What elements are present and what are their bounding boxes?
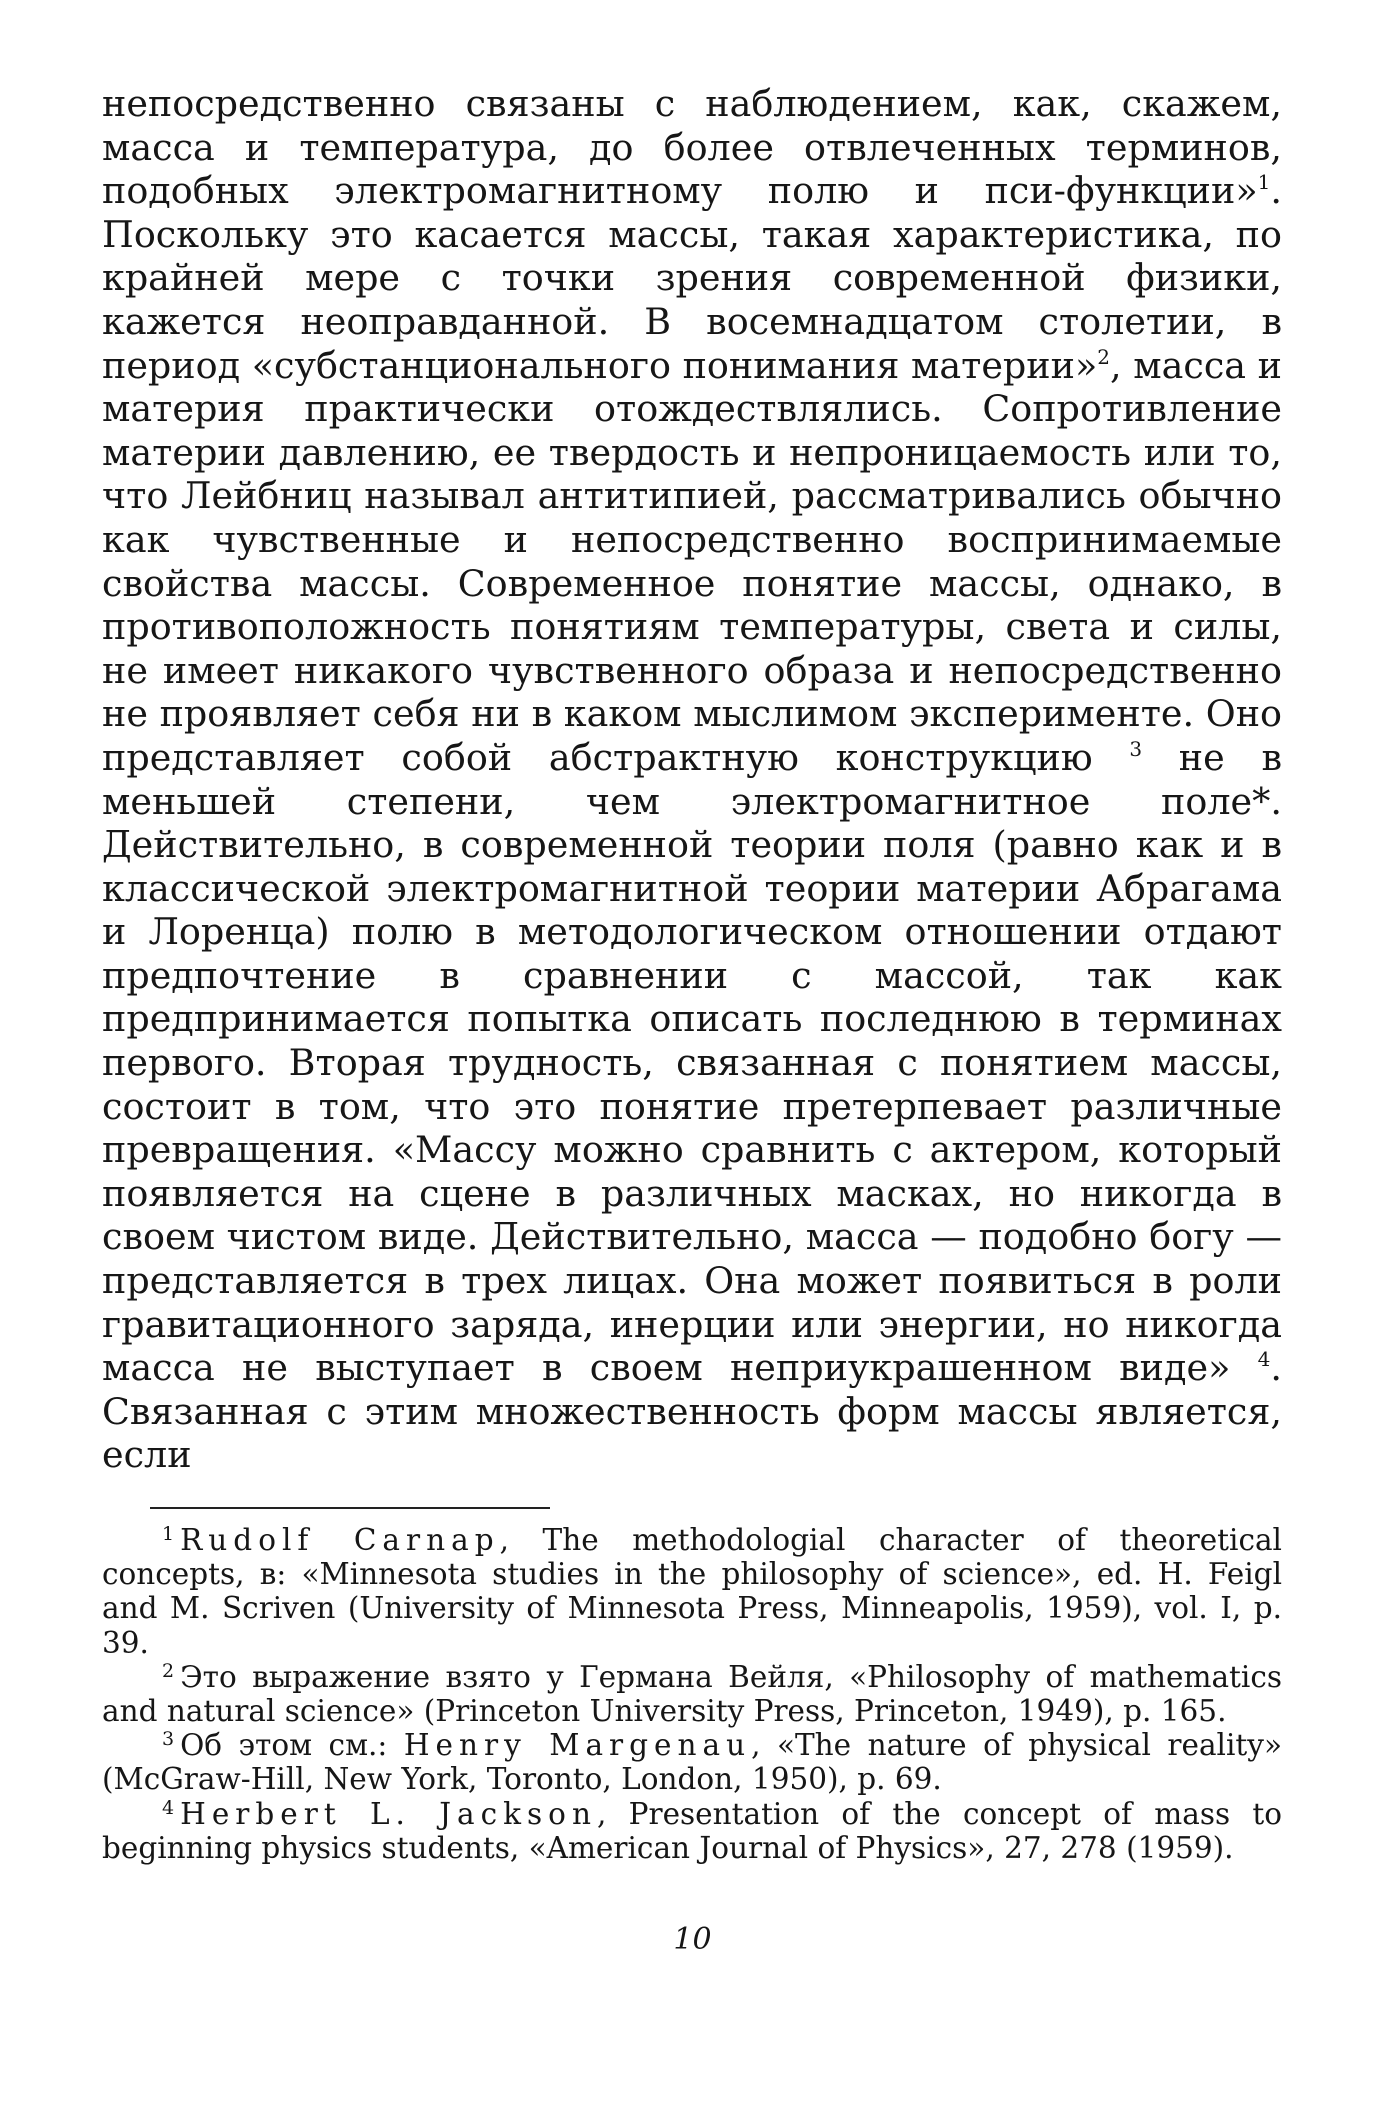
main-paragraph: [102, 82, 1282, 1477]
footnote-text: Об этом см.:: [180, 1728, 404, 1763]
footnote-text: Это выражение взято у Германа Вейля, «Philosophy of mathematics and natural science» (Princeton University Press, Princeton, 1949), p. 165.: [102, 1659, 1282, 1729]
footnote-text: , «The nature of physical reality» (McGraw-Hill, New York, Toronto, London, 1950), p. 69.: [102, 1728, 1282, 1797]
footnote-ref-3: 3: [1129, 736, 1143, 761]
footnote-number: 2: [162, 1659, 175, 1682]
footnote-author: Rudolf Carnap: [180, 1523, 500, 1557]
footnote-ref-2: 2: [1097, 344, 1111, 369]
footnote-text: , Presentation of the concept of mass to beginning physics students, «American Journal of Physics», 27, 278 (1959).: [102, 1796, 1283, 1865]
footnote-author: Herbert L. Jackson: [180, 1796, 597, 1831]
page-number: 10: [673, 1922, 712, 1957]
footnote-4: [102, 1797, 1282, 1865]
footnote-1: [102, 1523, 1282, 1660]
page-content: [102, 82, 1282, 1865]
footnote-divider: [150, 1507, 550, 1509]
footnote-3: [102, 1728, 1282, 1796]
footnote-ref-4: 4: [1257, 1347, 1271, 1372]
footnote-number: 4: [162, 1796, 175, 1819]
text-segment-3: , масса и материя практически отождествлялись. Сопротивление материи давлению, ее твердость и непроницаемость или то, что Лейбниц называл антитипией, рассматривались обычно как чувственные и непосредственно воспринимаемые свойства массы. Современное понятие массы, однако, в противоположность понятиям температуры, света и силы, не имеет никакого чувственного образа и непосредственно не проявляет себя ни в каком мыслимом эксперименте. Оно представляет собой абстрактную конструкцию: [102, 343, 1283, 779]
footnote-author: Henry Margenau: [403, 1728, 752, 1763]
text-segment-2: . Поскольку это касается массы, такая характеристика, по крайней мере с точки зрения современной физики, кажется неоправданной. В восемнадцатом столетии, в период «субстанционального понимания материи»: [102, 169, 1282, 387]
footnote-text: , The methodologial character of theoretical concepts, в: «Minnesota studies in the philosophy of science», ed. H. Feigl and M. Scriven (University of Minnesota Press, Minneapolis, 1959), vol. I, p. 39.: [102, 1523, 1282, 1660]
footnote-2: [102, 1660, 1282, 1728]
footnotes: [102, 1523, 1282, 1865]
text-segment-4: не в меньшей степени, чем электромагнитное поле*. Действительно, в современной теории поля (равно как и в классической электромагнитной теории материи Абрагама и Лоренца) полю в методологическом отношении отдают предпочтение в сравнении с массой, так как предпринимается попытка описать последнюю в терминах первого. Вторая трудность, связанная с понятием массы, состоит в том, что это понятие претерпевает различные превращения. «Массу можно сравнить с актером, который появляется на сцене в различных масках, но никогда в своем чистом виде. Действительно, масса — подобно богу — представляется в трех лицах. Она может появиться в роли гравитационного заряда, инерции или энергии, но никогда масса не выступает в своем неприукрашенном виде»: [102, 735, 1282, 1390]
footnote-ref-1: 1: [1257, 170, 1271, 195]
footnote-number: 3: [162, 1728, 175, 1751]
text-segment-5: . Связанная с этим множественность форм массы является, если: [102, 1346, 1282, 1477]
text-segment-1: непосредственно связаны с наблюдением, как, скажем, масса и температура, до более отвлеченных терминов, подобных электромагнитному полю и пси-функции»: [102, 82, 1282, 213]
footnote-number: 1: [162, 1523, 175, 1545]
